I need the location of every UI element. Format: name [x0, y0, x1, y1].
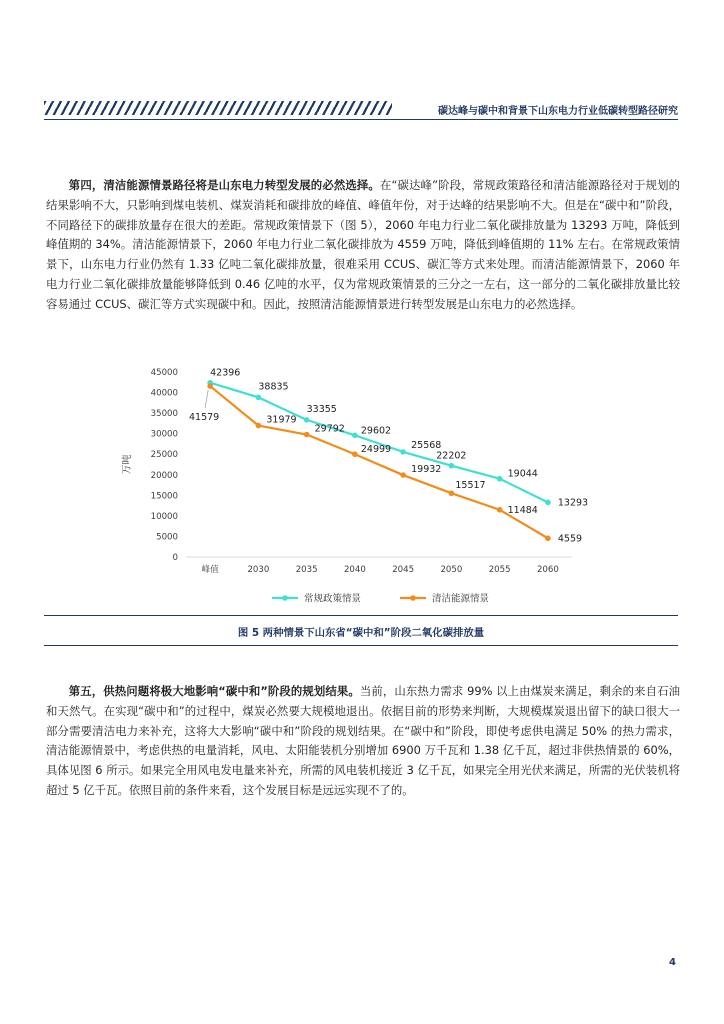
- x-tick-label: 2035: [295, 565, 318, 575]
- paragraph-fifth-body: 当前，山东热力需求 99% 以上由煤炭来满足，剩余的来自石油和天然气。在实现“碳中和”的过程中，煤炭必然要大规模地退出。依据目前的形势来判断，大规模煤炭退出留下的缺口很大一部分需要清洁电力来补充，这将大大影响“碳中和”阶段的规划结果。在“碳中和”阶段，即使考虑供电满足 50% 的热力需求，清洁能源情景中，考虑供热的电量消耗，风电、太阳能装机分别增加 6900 万千瓦和 1.38 亿千瓦，超过非供热情景的 60%，具体见图 6 所示。如果完全用风电发电量来补充，所需的风电装机接近 3 亿千瓦，如果完全用光伏来满足，所需的光伏装机将超过 5 亿千瓦。依照目前的条件来看，这个发展目标是远远实现不了的。: [46, 684, 680, 797]
- series-2-data-label: 29792: [314, 423, 345, 435]
- paragraph-fourth-body: 在“碳达峰”阶段，常规政策路径和清洁能源路径对于规划的结果影响不大，只影响到煤电装机、煤炭消耗和碳排放的峰值、峰值年份，对于达峰的结果影响不大。但是在“碳中和”阶段，不同路径下的碳排放量存在很大的差距。常规政策情景下（图 5），2060 年电力行业二氧化碳排放量为 13293 万吨，降低到峰值期的 34%。清洁能源情景下，2060 年电力行业二氧化碳排放为 4559 万吨，降低到峰值期的 11% 左右。在常规政策情景下，山东电力行业仍然有 1.33 亿吨二氧化碳排放量，很难采用 CCUS、碳汇等方式来处理。而清洁能源情景下，2060 年电力行业二氧化碳排放量能够降低到 0.46 亿吨的水平，仅为常规政策情景的三分之一左右，这一部分的二氧化碳排放量比较容易通过 CCUS、碳汇等方式实现碳中和。因此，按照清洁能源情景进行转型发展是山东电力的必然选择。: [46, 178, 680, 311]
- series-line-2: [210, 386, 548, 538]
- series-1-data-label: 25568: [411, 439, 442, 451]
- series-2-data-label: 4559: [557, 533, 583, 545]
- y-tick-label: 5000: [156, 532, 178, 543]
- legend-label-2: 清洁能源情景: [432, 593, 490, 605]
- x-tick-label: 2030: [247, 565, 270, 575]
- series-2-data-label: 41579: [189, 412, 220, 424]
- series-1-point: [304, 417, 310, 423]
- series-1-point: [256, 395, 262, 401]
- y-tick-label: 15000: [150, 491, 178, 502]
- figure-caption: 图 5 两种情景下山东省“碳中和”阶段二氧化碳排放量: [237, 627, 485, 639]
- series-2-point: [256, 423, 262, 429]
- series-2-data-label: 31979: [266, 414, 297, 426]
- series-2-data-label: 11484: [507, 504, 538, 516]
- series-2-data-label: 19932: [411, 464, 442, 476]
- paragraph-fourth-point: [46, 176, 680, 315]
- series-2-point: [207, 383, 213, 389]
- y-tick-label: 45000: [150, 368, 178, 378]
- series-2-data-label: 24999: [360, 444, 392, 456]
- series-1-point: [352, 433, 358, 439]
- y-tick-label: 30000: [150, 429, 178, 440]
- y-tick-label: 0: [172, 553, 178, 563]
- y-tick-label: 10000: [150, 511, 178, 522]
- emissions-chart: [44, 352, 678, 616]
- header-rule: [44, 119, 678, 120]
- series-1-data-label: 38835: [258, 381, 289, 393]
- emissions-chart-svg: [44, 352, 678, 616]
- legend-marker-1: [282, 595, 288, 601]
- x-tick-label: 2060: [536, 565, 559, 575]
- series-2-point: [400, 472, 406, 478]
- series-1-data-label: 13293: [557, 497, 589, 509]
- series-1-data-label: 19044: [507, 468, 538, 480]
- x-tick-label: 峰值: [201, 565, 219, 575]
- legend-marker-2: [410, 595, 416, 601]
- legend-label-1: 常规政策情景: [304, 593, 362, 605]
- series-1-data-label: 29602: [360, 425, 392, 437]
- y-tick-label: 25000: [150, 450, 178, 461]
- x-tick-label: 2055: [488, 565, 511, 575]
- caption-bottom-rule: [44, 645, 678, 646]
- paragraph-fifth-lead: 第五，供热问题将极大地影响“碳中和”阶段的规划结果。: [68, 684, 360, 698]
- running-header-title: 碳达峰与碳中和背景下山东电力行业低碳转型路径研究: [438, 106, 678, 117]
- series-1-data-label: 42396: [210, 367, 241, 379]
- series-1-point: [545, 500, 551, 506]
- series-2-point: [449, 490, 455, 496]
- caption-top-rule: [44, 615, 678, 616]
- paragraph-fifth-point: [46, 682, 680, 801]
- header-hatch-decoration: [44, 101, 392, 115]
- x-tick-label: 2045: [392, 565, 415, 575]
- page-number: 4: [669, 957, 676, 968]
- x-tick-label: 2040: [343, 565, 366, 575]
- series-2-point: [304, 432, 310, 438]
- series-1-data-label: 33355: [306, 403, 337, 415]
- series-1-point: [400, 449, 406, 455]
- series-line-1: [210, 383, 548, 503]
- series-1-point: [497, 476, 503, 482]
- data-label-leader-line: [205, 390, 208, 408]
- y-tick-label: 40000: [150, 388, 178, 399]
- y-tick-label: 35000: [150, 409, 178, 420]
- series-2-data-label: 15517: [455, 480, 486, 492]
- paragraph-fourth-lead: 第四，清洁能源情景路径将是山东电力转型发展的必然选择。: [68, 178, 380, 192]
- series-2-point: [497, 507, 503, 513]
- x-tick-label: 2050: [440, 565, 463, 575]
- series-2-point: [545, 535, 551, 541]
- series-2-point: [352, 451, 358, 457]
- y-axis-title: 万吨: [122, 454, 133, 475]
- series-1-data-label: 22202: [436, 450, 467, 462]
- series-1-point: [449, 463, 455, 469]
- y-tick-label: 20000: [150, 470, 178, 481]
